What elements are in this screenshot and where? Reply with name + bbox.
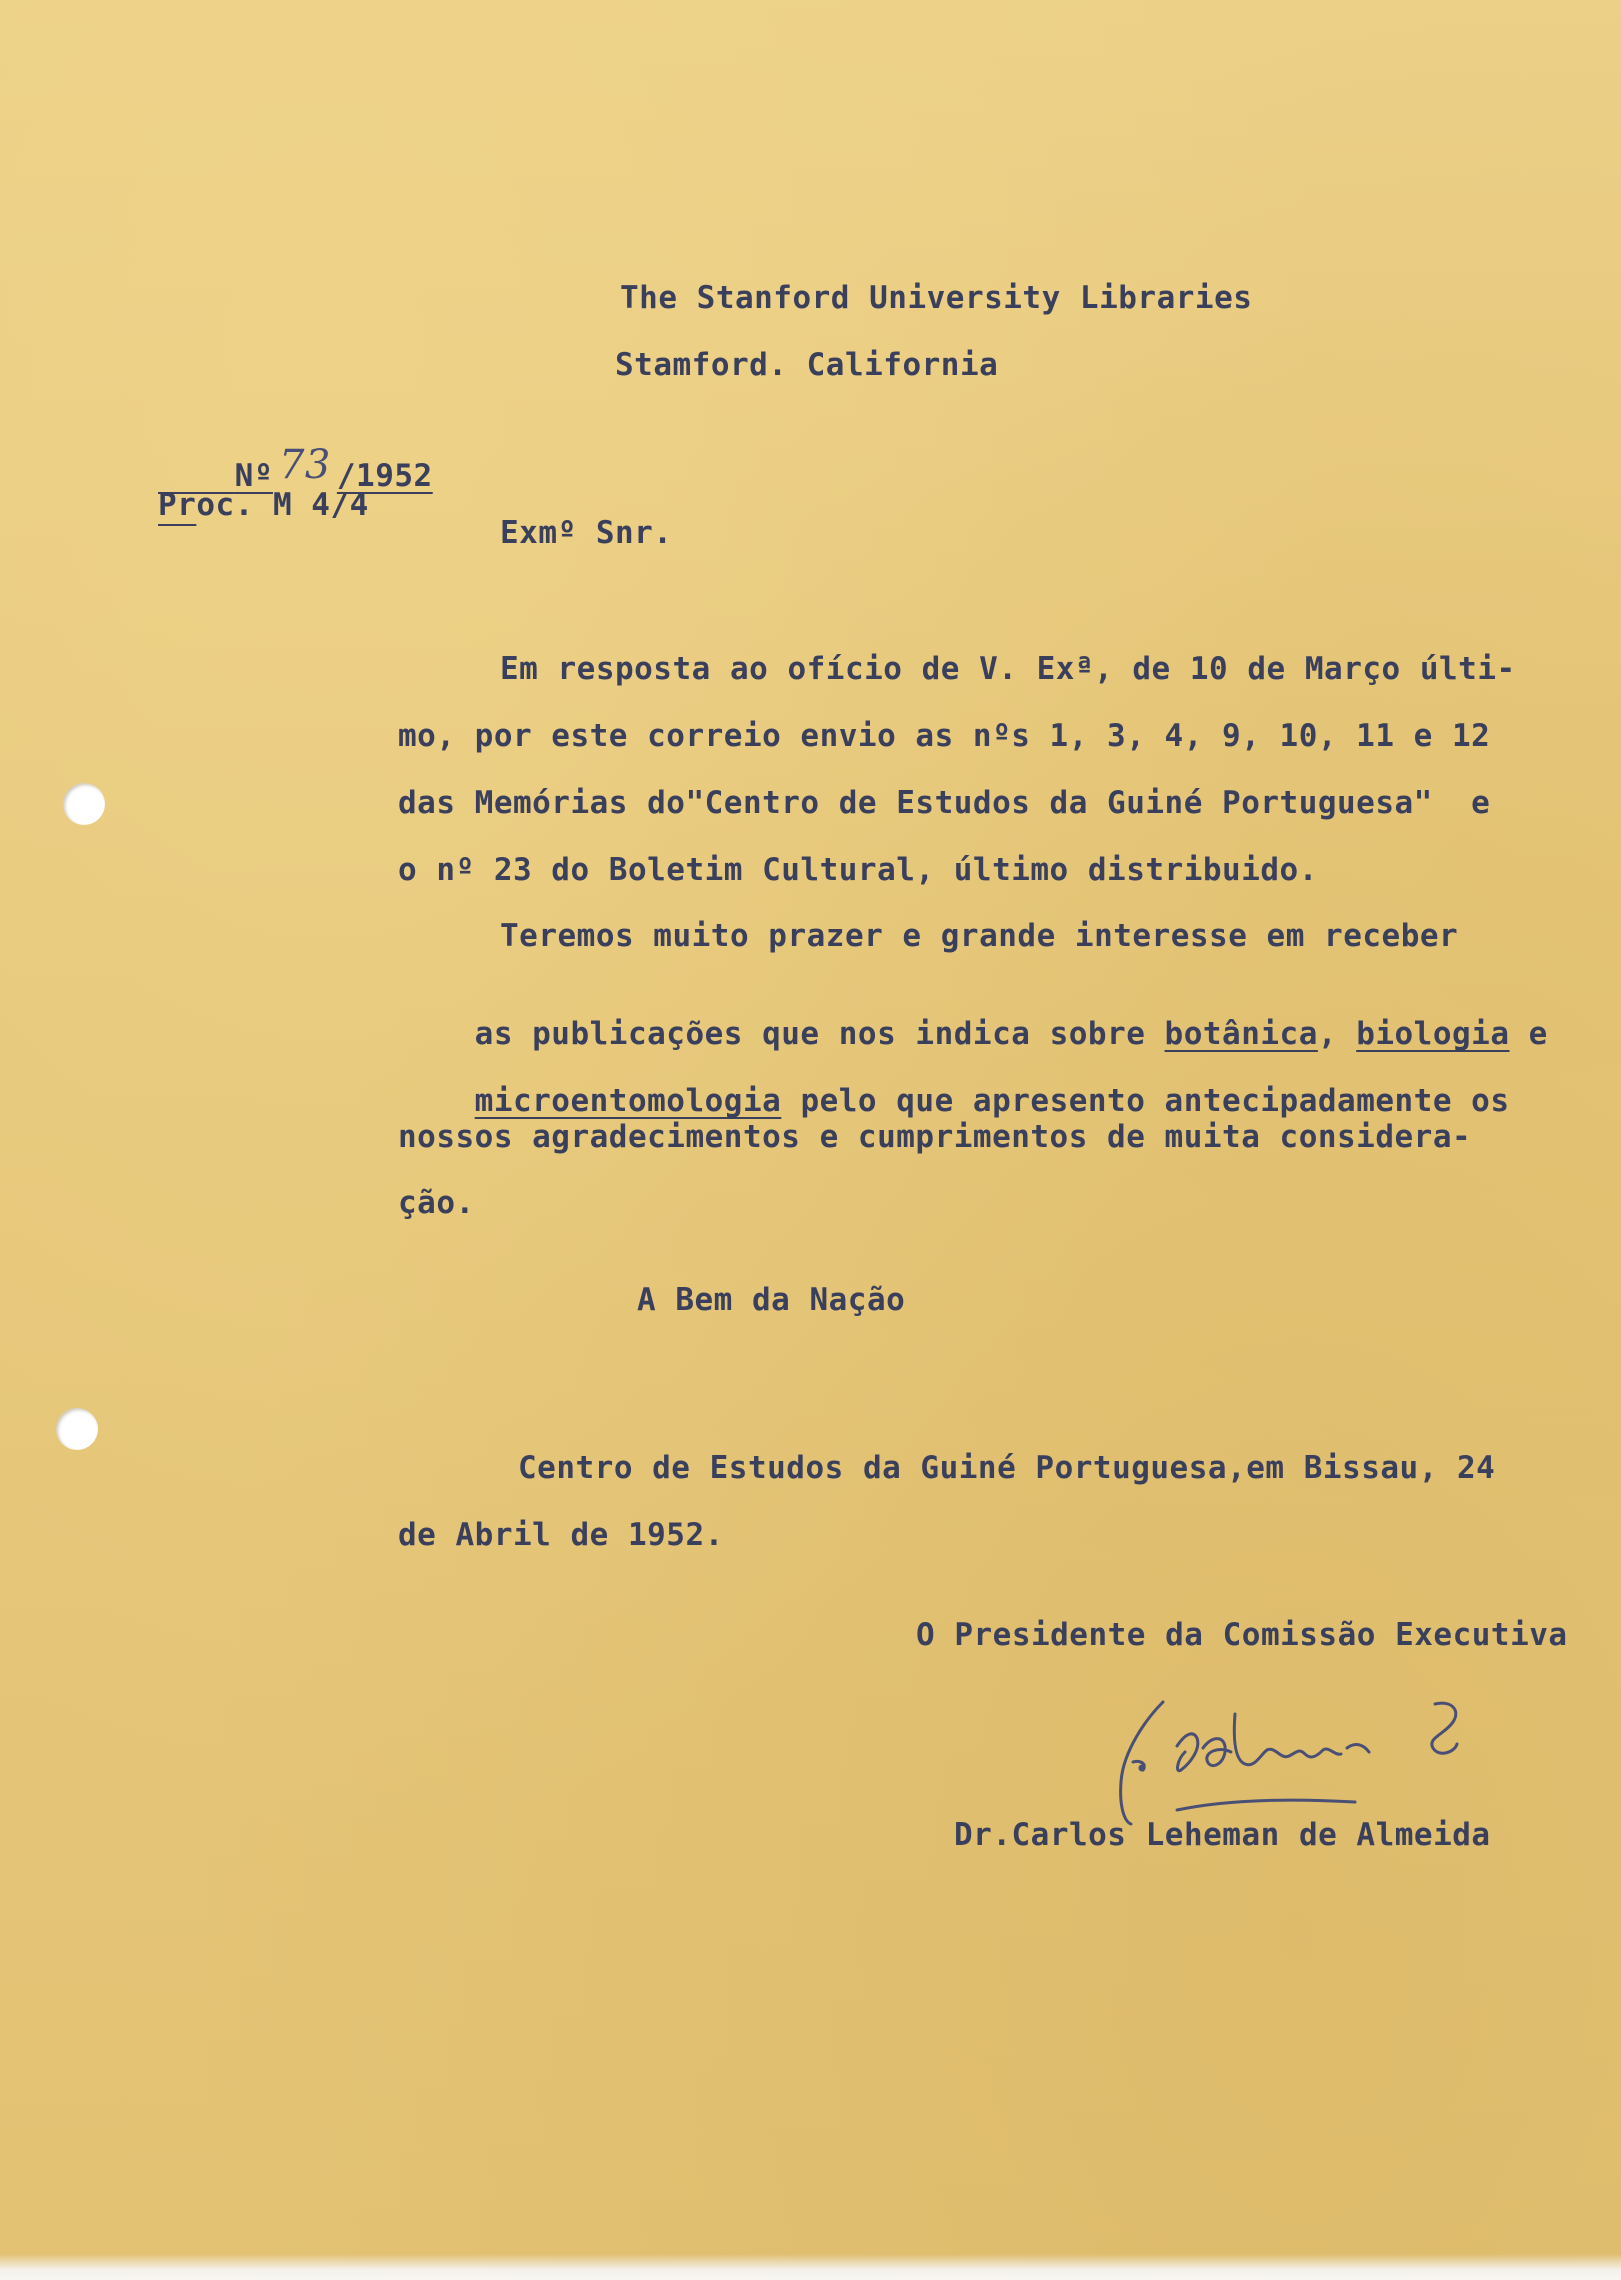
- body-line-7-rest: pelo que apresento antecipadamente os: [781, 1083, 1510, 1119]
- body-line-9: ção.: [398, 1185, 475, 1221]
- signatory-title: O Presidente da Comissão Executiva: [916, 1617, 1568, 1653]
- reference-number-suffix: /1952: [336, 458, 433, 494]
- closing-formula: A Bem da Nação: [637, 1282, 906, 1318]
- body-line-2: mo, por este correio envio as nºs 1, 3, 4, 9, 10, 11 e 12: [398, 718, 1491, 754]
- place-date-line-1: Centro de Estudos da Guiné Portuguesa,em Bissau, 24: [518, 1450, 1496, 1486]
- salutation: Exmº Snr.: [500, 515, 673, 551]
- punch-hole-bottom: [56, 1408, 98, 1450]
- reference-number-handwritten: 73: [278, 442, 331, 488]
- body-line-3: das Memórias do"Centro de Estudos da Guiné Portuguesa" e: [398, 785, 1491, 821]
- body-line-5: Teremos muito prazer e grande interesse em receber: [500, 918, 1459, 954]
- signatory-name: Dr.Carlos Leheman de Almeida: [954, 1817, 1491, 1853]
- underlined-biologia: biologia: [1356, 1016, 1510, 1052]
- addressee-line-2: Stamford. California: [615, 347, 999, 383]
- place-date-line-2: de Abril de 1952.: [398, 1517, 724, 1553]
- reference-process: Proc. M 4/4: [158, 487, 369, 523]
- page-bottom-edge: [0, 2254, 1621, 2280]
- body-line-6-text-b: ,: [1317, 1016, 1357, 1052]
- body-line-8: nossos agradecimentos e cumprimentos de muita considera-: [398, 1119, 1472, 1155]
- addressee-line-1: The Stanford University Libraries: [620, 280, 1253, 316]
- body-line-4: o nº 23 do Boletim Cultural, último distribuido.: [398, 852, 1318, 888]
- punch-hole-top: [63, 783, 105, 825]
- underlined-microentomologia: microentomologia: [474, 1083, 782, 1119]
- body-line-6-text-a: as publicações que nos indica sobre: [474, 1016, 1165, 1052]
- underlined-botanica: botânica: [1164, 1016, 1318, 1052]
- body-line-6-text-c: e: [1509, 1016, 1548, 1052]
- reference-number-prefix: Nº: [234, 458, 273, 494]
- body-line-1: Em resposta ao ofício de V. Exª, de 10 de Março últi-: [500, 651, 1516, 687]
